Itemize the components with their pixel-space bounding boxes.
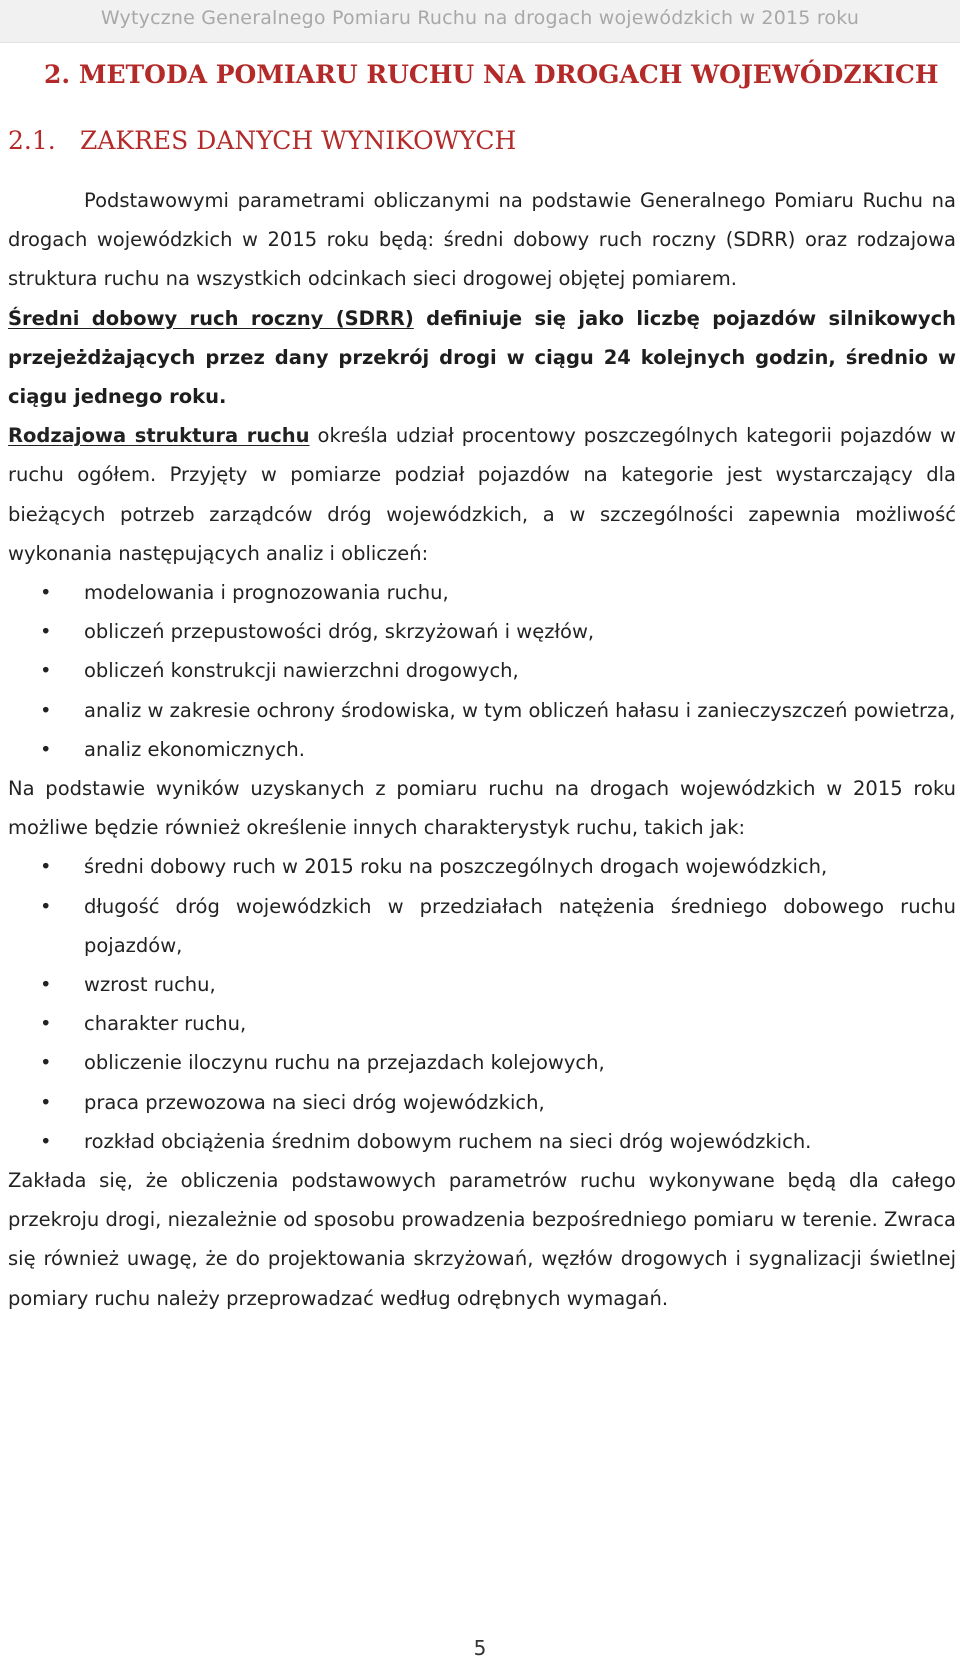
list-item [8, 1004, 956, 1043]
list-item-text: rozkład obciążenia średnim dobowym ruchem na sieci dróg wojewódzkich. [84, 1129, 812, 1153]
intro-paragraph: Podstawowymi parametrami obliczanymi na podstawie Generalnego Pomiaru Ruchu na drogach wojewódzkich w 2015 roku będą: średni dobowy ruch roczny (SDRR) oraz rodzajowa struktura ruchu na wszystkich odcinkach sieci drogowej objętej pomiarem. [8, 189, 956, 291]
bullet-icon: • [40, 894, 52, 918]
list-item-text: charakter ruchu, [84, 1012, 247, 1036]
list-item-text: analiz ekonomicznych. [84, 737, 305, 761]
list-item [8, 573, 956, 612]
list-item-text: praca przewozowa na sieci dróg wojewódzkich, [84, 1090, 545, 1114]
closing-paragraph: Zakłada się, że obliczenia podstawowych parametrów ruchu wykonywane będą dla całego przekroju drogi, niezależnie od sposobu prowadzenia bezpośredniego pomiaru w terenie. Zwraca się również uwagę, że do projektowania skrzyżowań, węzłów drogowych i sygnalizacji świetlnej pomiary ruchu należy przeprowadzać według odrębnych wymagań. [8, 1169, 956, 1310]
list-item [8, 965, 956, 1004]
subsection-number: 2.1. [8, 126, 56, 155]
structure-term: Rodzajowa struktura ruchu [8, 424, 310, 448]
bullet-icon: • [40, 698, 52, 722]
list-item-text: wzrost ruchu, [84, 973, 216, 997]
list-item-text: obliczenie iloczynu ruchu na przejazdach kolejowych, [84, 1051, 605, 1075]
bullet-icon: • [40, 1090, 52, 1114]
analyses-list [8, 573, 956, 769]
structure-definition [8, 416, 956, 573]
sdrr-term: Średni dobowy ruch roczny (SDRR) [8, 306, 414, 330]
bullet-icon: • [40, 737, 52, 761]
body-content [8, 181, 956, 1318]
running-header-text: Wytyczne Generalnego Pomiaru Ruchu na drogach wojewódzkich w 2015 roku [100, 7, 860, 29]
structure-definition-text: określa udział procentowy poszczególnych kategorii pojazdów w ruchu ogółem. Przyjęty w pomiarze podział pojazdów na kategorie jest wystarczający dla bieżących potrzeb zarządców dróg wojewódzkich, a w szczególności zapewnia możliwość wykonania następujących analiz i obliczeń: [8, 424, 956, 565]
list-item [8, 612, 956, 651]
list-item-text: analiz w zakresie ochrony środowiska, w tym obliczeń hałasu i zanieczyszczeń powietrza, [84, 698, 956, 722]
list-item [8, 691, 956, 730]
list-item [8, 1043, 956, 1082]
list-item [8, 1122, 956, 1161]
bullet-icon: • [40, 1051, 52, 1075]
list-item [8, 847, 956, 886]
list-item [8, 730, 956, 769]
bullet-icon: • [40, 620, 52, 644]
bullet-icon: • [40, 581, 52, 605]
list-item-text: długość dróg wojewódzkich w przedziałach natężenia średniego dobowego ruchu pojazdów, [84, 894, 956, 957]
list-item-text: modelowania i prognozowania ruchu, [84, 581, 449, 605]
characteristics-list [8, 847, 956, 1161]
page-number: 5 [473, 1636, 487, 1660]
sdrr-definition-text: definiuje się jako liczbę pojazdów silnikowych przejeżdżających przez dany przekrój drogi w ciągu 24 kolejnych godzin, średnio w ciągu jednego roku. [8, 306, 957, 409]
subsection-heading [8, 118, 516, 163]
list-item-text: obliczeń konstrukcji nawierzchni drogowych, [84, 659, 519, 683]
bullet-icon: • [40, 1012, 52, 1036]
list-item [8, 887, 956, 965]
bullet-icon: • [40, 659, 52, 683]
characteristics-intro: Na podstawie wyników uzyskanych z pomiaru ruchu na drogach wojewódzkich w 2015 roku możliwe będzie również określenie innych charakterystyk ruchu, takich jak: [8, 777, 956, 840]
list-item [8, 651, 956, 690]
bullet-icon: • [40, 855, 52, 879]
bullet-icon: • [40, 973, 52, 997]
list-item [8, 1083, 956, 1122]
list-item-text: średni dobowy ruch w 2015 roku na poszczególnych drogach wojewódzkich, [84, 855, 828, 879]
list-item-text: obliczeń przepustowości dróg, skrzyżowań i węzłów, [84, 620, 595, 644]
section-heading [44, 52, 939, 97]
subsection-title: ZAKRES DANYCH WYNIKOWYCH [80, 126, 517, 155]
sdrr-definition [8, 299, 956, 417]
section-number: 2. [44, 60, 71, 89]
bullet-icon: • [40, 1129, 52, 1153]
section-title: METODA POMIARU RUCHU NA DROGACH WOJEWÓDZKICH [78, 60, 939, 89]
running-header [0, 0, 960, 43]
